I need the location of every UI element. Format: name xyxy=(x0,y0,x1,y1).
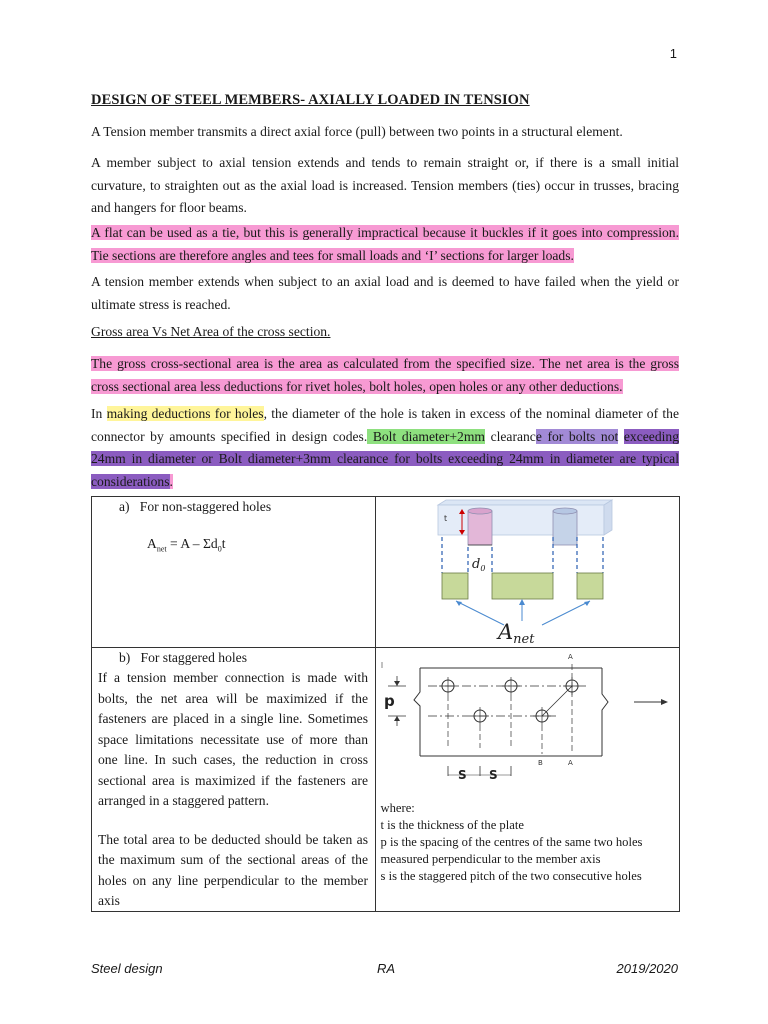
cell-figure-b xyxy=(375,648,679,912)
paragraph-deductions: In making deductions for holes, the diameter of the hole is taken in excess of the nominal diameter of the connector by amounts specified in design codes. Bolt diameter+2mm clearance for bolts not exceeding 24mm in diameter or Bolt diameter+3mm clearance for bolts exceeding 24mm in diameter are typical considerations. xyxy=(91,406,679,489)
net-area-table xyxy=(91,496,680,912)
page-title: DESIGN OF STEEL MEMBERS- AXIALLY LOADED IN TENSION xyxy=(91,92,530,108)
highlight-bolts-not: e for bolts not xyxy=(535,428,619,444)
where-definitions xyxy=(381,800,677,885)
thickness-label: t xyxy=(443,514,447,523)
cell-non-staggered xyxy=(92,497,376,648)
cell-staggered xyxy=(92,648,376,912)
label-s2: S xyxy=(488,768,498,782)
anet-label: Anet xyxy=(497,620,534,647)
definition-s: s is the staggered pitch of the two consecutive holes xyxy=(380,869,642,883)
subheading-gross-net: Gross area Vs Net Area of the cross section. xyxy=(91,324,331,339)
highlight-making-deductions: making deductions for holes xyxy=(106,406,264,421)
hole-2 xyxy=(502,677,520,695)
staggered-para-1: If a tension member connection is made with bolts, the net area will be maximized if the fasteners are placed in a single line. Sometimes space limitations necessitate use of more than one line. In such cases, the reduction in cross sectional area is maximized if the fasteners are arranged in a staggered pattern. xyxy=(98,670,368,808)
net-block-2 xyxy=(492,573,553,599)
page-number: 1 xyxy=(669,46,677,61)
where-heading: where: xyxy=(380,801,415,815)
footer-right: 2019/2020 xyxy=(616,961,678,976)
highlight-gross-area: The gross cross-sectional area is the area as calculated from the specified size. The net area is the gross cross sectional area less deductions for rivet holes, bolt holes, open holes or any other deductions. xyxy=(91,356,679,394)
footer-left: Steel design xyxy=(91,961,163,976)
arrow-right-icon xyxy=(661,699,668,705)
paragraph-axial-tension: A member subject to axial tension extends and tends to remain straight or, if there is a small initial curvature, to straighten out as the axial load is increased. Tension members (ties) occur in trusses, bracing and hangers for floor beams. xyxy=(91,155,679,215)
staggered-para-2: The total area to be deducted should be taken as the maximum sum of the sectional areas of the holes on any line perpendicular to the member axis xyxy=(98,831,368,908)
hole-4 xyxy=(471,707,489,725)
label-p: p xyxy=(383,692,395,710)
label-non-staggered: a) For non-staggered holes xyxy=(119,499,272,514)
hole-1 xyxy=(439,677,457,695)
net-block-1 xyxy=(442,573,468,599)
paragraph-failure: A tension member extends when subject to an axial load and is deemed to have failed when the yield or ultimate stress is reached. xyxy=(91,274,679,312)
label-a-top: A xyxy=(567,653,573,661)
paragraph-definition: A Tension member transmits a direct axial force (pull) between two points in a structural element. xyxy=(91,124,623,139)
staggered-description xyxy=(98,668,368,930)
paragraph-flat-tie xyxy=(91,222,679,267)
label-a-bottom: A xyxy=(567,759,573,767)
label-s1: S xyxy=(457,768,467,782)
net-block-3 xyxy=(577,573,603,599)
highlight-bolt-diameter: Bolt diameter+2mm xyxy=(367,428,485,444)
paragraph-gross-area xyxy=(91,353,679,398)
formula-net-area: $A_{net} = A - \Sigma d_0t$ xyxy=(147,536,226,554)
definition-p: p is the spacing of the centres of the same two holes measured perpendicular to the member axis xyxy=(380,835,643,866)
label-b: B xyxy=(537,759,543,767)
highlight-typical-considerations: exceeding 24mm in diameter or Bolt diameter+3mm clearance for bolts exceeding 24mm in diameter are typical considerations xyxy=(91,428,679,489)
definition-t: t is the thickness of the plate xyxy=(380,818,524,832)
staggered-holes-diagram xyxy=(376,648,680,798)
highlight-flat-tie: A flat can be used as a tie, but this is generally impractical because it buckles if it goes into compression. Tie sections are therefore angles and tees for small loads and ‘I’ sections for larger loads. xyxy=(91,225,679,263)
diameter-label: $d_0$ xyxy=(471,557,485,573)
cell-figure-a xyxy=(375,497,679,648)
label-staggered: b) For staggered holes xyxy=(119,650,247,665)
plate-net-area-diagram xyxy=(376,497,680,647)
footer-center: RA xyxy=(377,961,396,976)
